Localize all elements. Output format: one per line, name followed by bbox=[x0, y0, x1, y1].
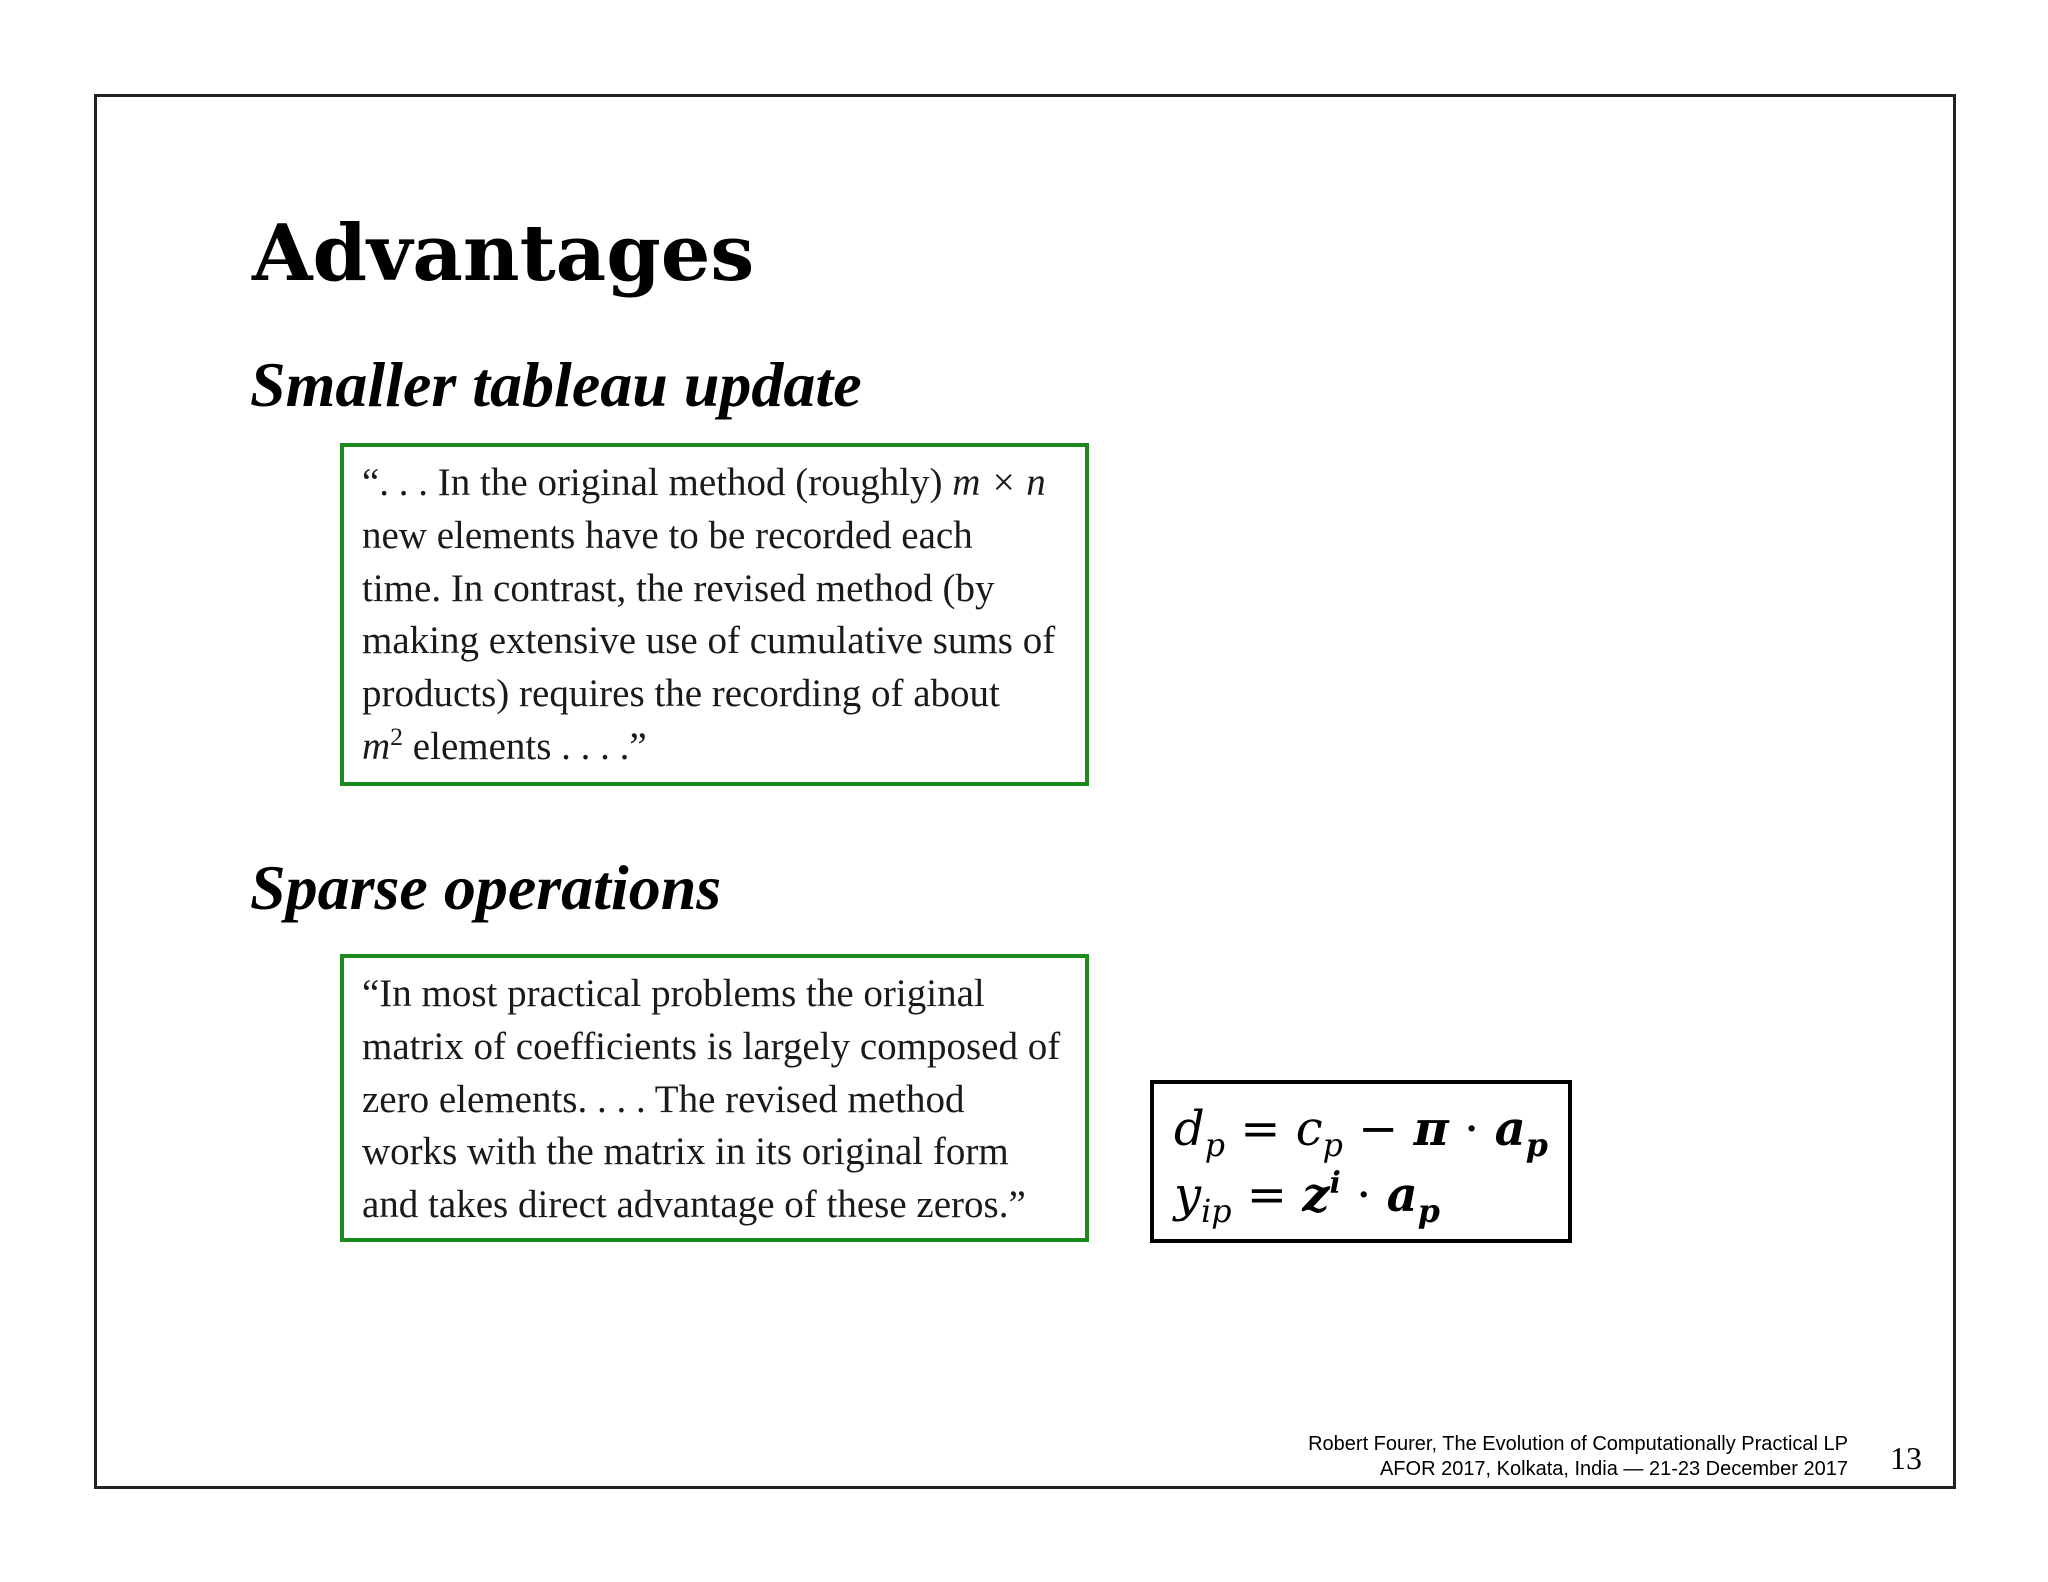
footer-conference: AFOR 2017, Kolkata, India — 21-23 December 2017 bbox=[1379, 1458, 1848, 1480]
section-heading-smaller-tableau: Smaller tableau update bbox=[250, 349, 862, 420]
quote-line: new elements have to be recorded each bbox=[362, 513, 973, 557]
math-m-times-n: m × n bbox=[952, 461, 1046, 504]
formula-operator: − bbox=[1342, 1101, 1414, 1157]
slide-title: Advantages bbox=[252, 208, 755, 299]
quote-line: products) requires the recording of about bbox=[362, 672, 1000, 716]
quote-line: zero elements. . . . The revised method bbox=[362, 1077, 965, 1121]
quote-box-sparse-operations bbox=[340, 954, 1089, 1242]
quote-line bbox=[362, 457, 1071, 510]
formula-box bbox=[1150, 1080, 1572, 1243]
quote-text: “. . . In the original method (roughly) bbox=[362, 461, 953, 504]
formula-operator: · bbox=[1340, 1167, 1387, 1223]
formula-subscript: ip bbox=[1201, 1194, 1232, 1231]
formula-operator: · bbox=[1448, 1101, 1495, 1157]
quote-line: “In most practical problems the original bbox=[362, 972, 985, 1015]
slide-footer bbox=[1308, 1432, 1848, 1482]
math-exponent: 2 bbox=[390, 721, 404, 751]
formula-superscript: i bbox=[1329, 1166, 1341, 1202]
formula-operator: = bbox=[1231, 1167, 1303, 1223]
formula-symbol: z bbox=[1302, 1167, 1330, 1223]
formula-subscript: p bbox=[1525, 1127, 1548, 1165]
formula-symbol: y bbox=[1174, 1167, 1202, 1223]
quote-line: and takes direct advantage of these zeros.” bbox=[362, 1183, 1026, 1227]
formula-pivot-column bbox=[1174, 1162, 1548, 1231]
quote-line: matrix of coefficients is largely composed of bbox=[362, 1024, 1061, 1068]
formula-symbol: c bbox=[1295, 1101, 1323, 1157]
formula-symbol: d bbox=[1174, 1101, 1205, 1157]
quote-line bbox=[362, 721, 1071, 774]
formula-symbol: a bbox=[1386, 1167, 1418, 1223]
formula-subscript: p bbox=[1204, 1128, 1226, 1165]
page-number: 13 bbox=[1890, 1440, 1922, 1476]
formula-subscript: p bbox=[1417, 1193, 1440, 1231]
section-heading-sparse-operations: Sparse operations bbox=[250, 852, 722, 923]
quote-text: elements . . . .” bbox=[403, 724, 647, 768]
quote-box-tableau-update bbox=[340, 443, 1089, 786]
quote-line: works with the matrix in its original form bbox=[362, 1130, 1009, 1174]
footer-author-title: Robert Fourer, The Evolution of Computationally Practical LP bbox=[1308, 1433, 1848, 1455]
formula-symbol: π bbox=[1413, 1101, 1449, 1157]
formula-symbol: a bbox=[1494, 1101, 1526, 1157]
formula-subscript: p bbox=[1322, 1128, 1343, 1165]
formula-reduced-cost bbox=[1174, 1096, 1548, 1165]
quote-line: time. In contrast, the revised method (by bbox=[362, 566, 995, 610]
quote-line: making extensive use of cumulative sums of bbox=[362, 619, 1056, 663]
formula-operator: = bbox=[1225, 1101, 1296, 1157]
math-m: m bbox=[362, 724, 391, 768]
